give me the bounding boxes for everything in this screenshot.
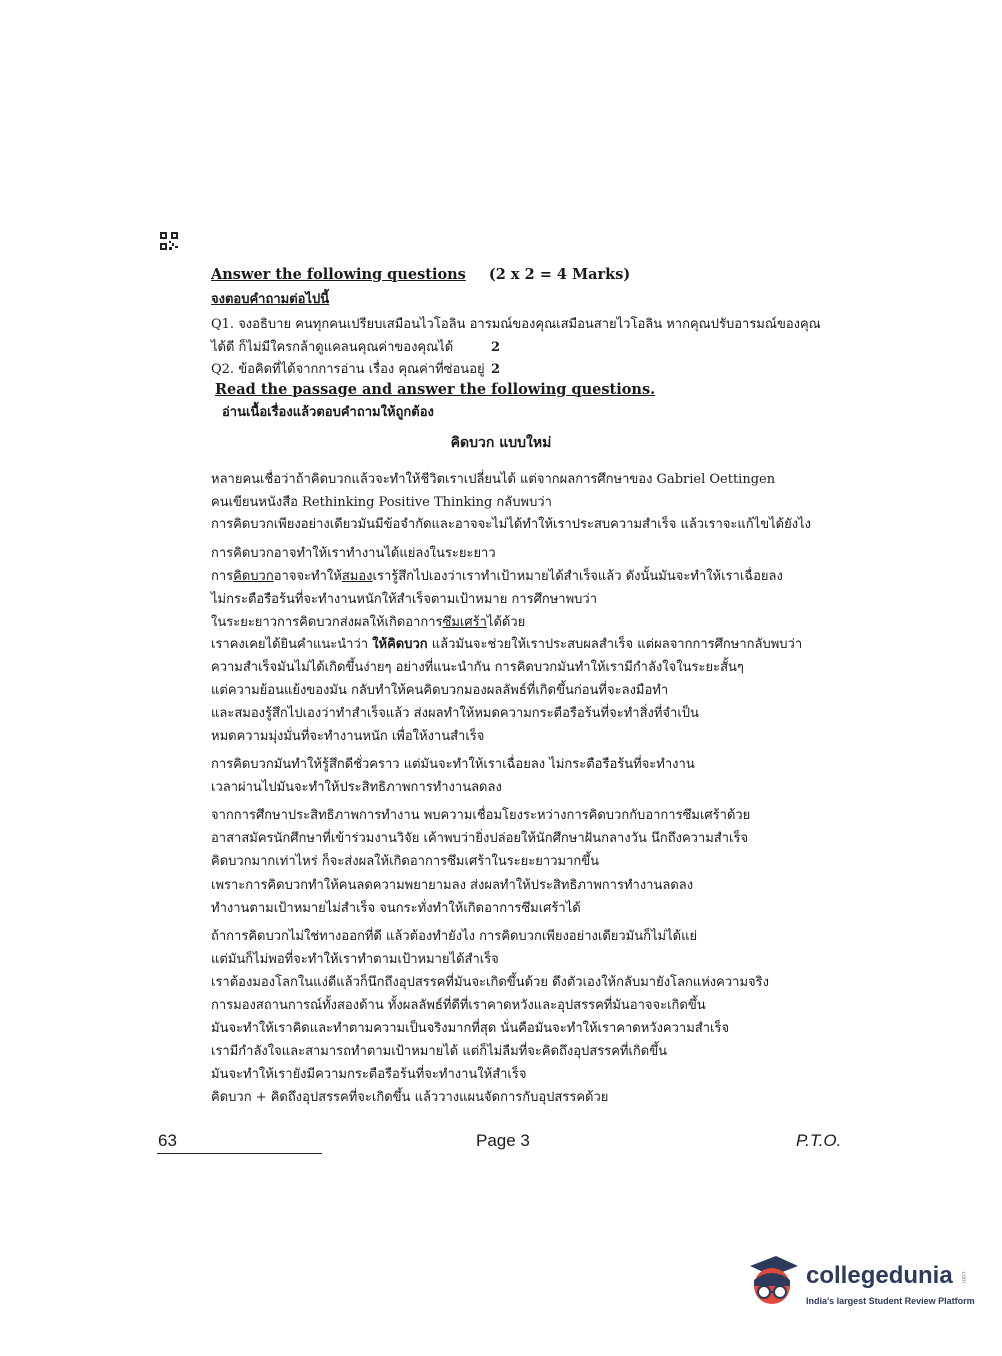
footer-page-number: Page 3: [476, 1131, 530, 1150]
passage-line: เราต้องมองโลกในแง่ดีแล้วก็นึกถึงอุปสรรคที่มันจะเกิดขึ้นด้วย ดึงตัวเองให้กลับมายังโลกแห่งความจริง: [211, 975, 769, 990]
passage-line: หลายคนเชื่อว่าถ้าคิดบวกแล้วจะทำให้ชีวิตเราเปลี่ยนได้ แต่จากผลการศึกษาของ Gabriel Oettingen: [211, 472, 776, 487]
passage-line: คนเขียนหนังสือ Rethinking Positive Thinking กลับพบว่า: [211, 495, 552, 510]
passage-line: ในระยะยาวการคิดบวกส่งผลให้เกิดอาการซึมเศร้าได้ด้วย: [211, 615, 526, 630]
passage-instruction-th: อ่านเนื้อเรื่องแล้วตอบคำถามให้ถูกต้อง: [222, 405, 434, 420]
passage-title: คิดบวก แบบใหม่: [450, 435, 552, 451]
bold-phrase: ให้คิดบวก: [372, 637, 428, 652]
passage-line: และสมองรู้สึกไปเองว่าทำสำเร็จแล้ว ส่งผลทำให้หมดความกระตือรือร้นที่จะทำสิ่งที่จำเป็น: [211, 706, 699, 721]
instructions-heading-th: จงตอบคำถามต่อไปนี้: [211, 292, 330, 307]
passage-line: แต่ความย้อนแย้งของมัน กลับทำให้คนคิดบวกมองผลลัพธ์ที่เกิดขึ้นก่อนที่จะลงมือทำ: [211, 683, 669, 698]
passage-line: ทำงานตามเป้าหมายไม่สำเร็จ จนกระทั่งทำให้เกิดอาการซึมเศร้าได้: [211, 901, 581, 916]
underlined-word: ซึมเศร้า: [442, 615, 487, 630]
passage-line: เพราะการคิดบวกทำให้คนลดความพยายามลง ส่งผลทำให้ประสิทธิภาพการทำงานลดลง: [211, 878, 694, 893]
passage-line: การคิดบวกอาจจะทำให้สมองเรารู้สึกไปเองว่าเราทำเป้าหมายได้สำเร็จแล้ว ดังนั้นมันจะทำให้เราเฉื่อยลง: [211, 569, 783, 584]
footer-pto: P.T.O.: [796, 1131, 842, 1150]
question-1-text: ได้ดี ก็ไม่มีใครกล้าดูแคลนคุณค่าของคุณได้: [211, 340, 454, 355]
passage-line: มันจะทำให้เรายังมีความกระตือรือร้นที่จะทำงานให้สำเร็จ: [211, 1067, 527, 1082]
logo-wordmark: collegedunia: [806, 1262, 953, 1289]
passage-line: การคิดบวกอาจทำให้เราทำงานได้แย่ลงในระยะยาว: [211, 546, 496, 561]
logo-tagline: India's largest Student Review Platform: [806, 1296, 975, 1306]
passage-line: จากการศึกษาประสิทธิภาพการทำงาน พบความเชื่อมโยงระหว่างการคิดบวกกับอาการซึมเศร้าด้วย: [211, 808, 751, 823]
question-1-marks: 2: [491, 340, 501, 355]
qr-code-icon: [160, 232, 178, 250]
instructions-heading-en: [211, 266, 630, 283]
passage-line: ความสำเร็จมันไม่ได้เกิดขึ้นง่ายๆ อย่างที่แนะนำกัน การคิดบวกมันทำให้เรามีกำลังใจในระยะสั้นๆ: [211, 660, 744, 675]
passage-line: อาสาสมัครนักศึกษาที่เข้าร่วมงานวิจัย เค้าพบว่ายิ่งปล่อยให้นักศึกษาฝันกลางวัน นึกถึงความสำเร็จ: [211, 831, 749, 846]
passage-line: มันจะทำให้เราคิดและทำตามความเป็นจริงมากที่สุด นั่นคือมันจะทำให้เราคาดหวังความสำเร็จ: [211, 1021, 730, 1036]
passage-line: คิดบวกมากเท่าไหร่ ก็จะส่งผลให้เกิดอาการซึมเศร้าในระยะยาวมากขึ้น: [211, 854, 600, 869]
passage-line: การมองสถานการณ์ทั้งสองด้าน ทั้งผลลัพธ์ที่ดีที่เราคาดหวังและอุปสรรคที่มันอาจจะเกิดขึ้น: [211, 998, 706, 1013]
underlined-word: สมอง: [341, 569, 373, 584]
question-2-marks: 2: [491, 362, 501, 377]
passage-line: แต่มันก็ไม่พอที่จะทำให้เราทำตามเป้าหมายได้สำเร็จ: [211, 952, 499, 967]
passage-line: เวลาผ่านไปมันจะทำให้ประสิทธิภาพการทำงานลดลง: [211, 780, 502, 795]
passage-line: ถ้าการคิดบวกไม่ใช่ทางออกที่ดี แล้วต้องทำยังไง การคิดบวกเพียงอย่างเดียวมันก็ไม่ได้แย่: [211, 929, 698, 944]
footer-code: 63: [158, 1131, 177, 1150]
instructions-en-text: Answer the following questions: [211, 266, 466, 283]
underlined-word: คิดบวก: [233, 569, 274, 584]
question-2-text: Q2. ข้อคิดที่ได้จากการอ่าน เรื่อง คุณค่าที่ซ่อนอยู่: [211, 362, 485, 377]
passage-line: ไม่กระตือรือร้นที่จะทำงานหนักให้สำเร็จตามเป้าหมาย การศึกษาพบว่า: [211, 592, 598, 607]
passage-line: หมดความมุ่งมั่นที่จะทำงานหนัก เพื่อให้งานสำเร็จ: [211, 729, 485, 744]
question-1-line-2: [211, 339, 501, 357]
passage-instruction-en: Read the passage and answer the following questions.: [215, 381, 656, 398]
passage-line: เรามีกำลังใจและสามารถทำตามเป้าหมายได้ แต่ก็ไม่ลืมที่จะคิดถึงอุปสรรคที่เกิดขึ้น: [211, 1044, 667, 1059]
logo-suffix: .com: [960, 1270, 966, 1284]
passage-line: การคิดบวกมันทำให้รู้สึกดีชั่วคราว แต่มันจะทำให้เราเฉื่อยลง ไม่กระตือรือร้นที่จะทำงาน: [211, 757, 695, 772]
instructions-marks: (2 x 2 = 4 Marks): [488, 266, 631, 283]
passage-line: คิดบวก + คิดถึงอุปสรรคที่จะเกิดขึ้น แล้ววางแผนจัดการกับอุปสรรคด้วย: [211, 1090, 609, 1105]
question-2-line: [211, 361, 501, 379]
question-1-line-1: Q1. จงอธิบาย คนทุกคนเปรียบเสมือนไวโอลิน อารมณ์ของคุณเสมือนสายไวโอลิน หากคุณปรับอารมณ์ของคุณ: [211, 317, 821, 332]
collegedunia-mascot-icon: [742, 1252, 804, 1314]
passage-line: การคิดบวกเพียงอย่างเดียวมันมีข้อจำกัดและอาจจะไม่ได้ทำให้เราประสบความสำเร็จ แล้วเราจะแก้ไขได้ยังไง: [211, 517, 811, 532]
passage-line: เราคงเคยได้ยินคำแนะนำว่า ให้คิดบวก แล้วมันจะช่วยให้เราประสบผลสำเร็จ แต่ผลจากการศึกษากลับพบว่า: [211, 637, 803, 652]
footer-divider: [157, 1153, 322, 1154]
